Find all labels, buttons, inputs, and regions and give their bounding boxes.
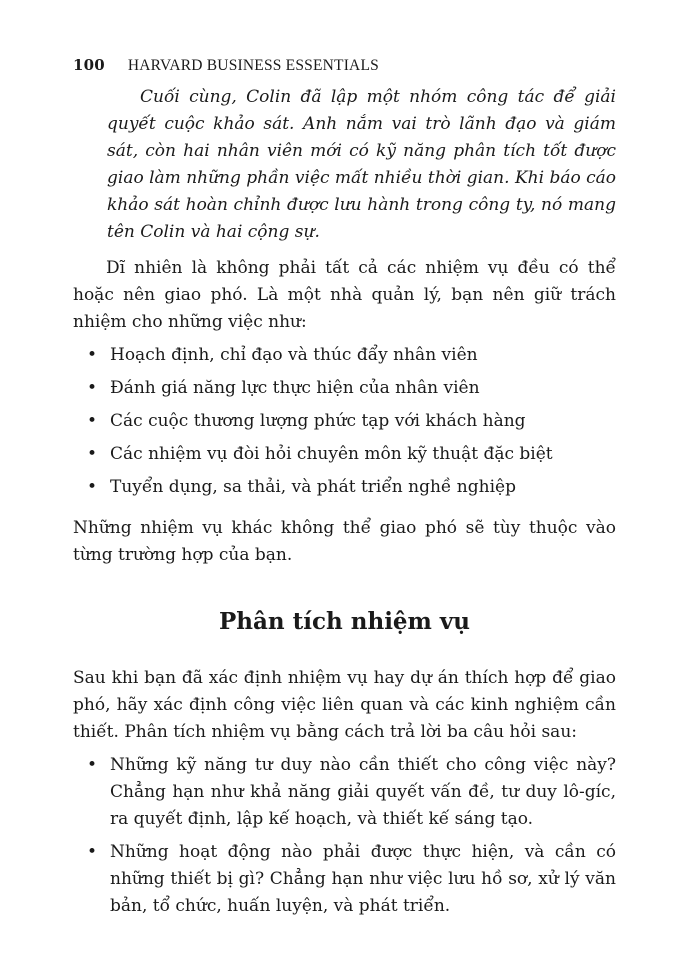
list-item: • Tuyển dụng, sa thải, và phát triển nghề nghiệp — [73, 474, 616, 501]
list-item: • Những kỹ năng tư duy nào cần thiết cho công việc này? Chẳng hạn như khả năng giải quyết vấn đề, tư duy lô-gíc, ra quyết định, lập kế hoạch, và thiết kế sáng tạo. — [73, 752, 616, 833]
list-item: • Những hoạt động nào phải được thực hiện, và cần có những thiết bị gì? Chẳng hạn như việc lưu hồ sơ, xử lý văn bản, tổ chức, huấn luyện, và phát triển. — [73, 839, 616, 920]
bullet-icon: • — [87, 842, 98, 862]
list-item: • Các nhiệm vụ đòi hỏi chuyên môn kỹ thuật đặc biệt — [73, 441, 616, 468]
page-number: 100 — [73, 56, 105, 74]
running-title: HARVARD BUSINESS ESSENTIALS — [127, 57, 379, 74]
body-paragraph: Sau khi bạn đã xác định nhiệm vụ hay dự án thích hợp để giao phó, hãy xác định công việc liên quan và các kinh nghiệm cần thiết. Phân tích nhiệm vụ bằng cách trả lời ba câu hỏi sau: — [73, 668, 616, 742]
case-example-block — [107, 84, 616, 246]
questions-list — [73, 752, 616, 920]
bullet-icon: • — [87, 755, 98, 775]
bullet-icon: • — [87, 477, 98, 497]
body-paragraph: Dĩ nhiên là không phải tất cả các nhiệm vụ đều có thể hoặc nên giao phó. Là một nhà quản lý, bạn nên giữ trách nhiệm cho những việc như: — [73, 258, 616, 332]
case-example-paragraph: Cuối cùng, Colin đã lập một nhóm công tác để giải quyết cuộc khảo sát. Anh nắm vai trò lãnh đạo và giám sát, còn hai nhân viên mới có kỹ năng phân tích tốt được giao làm những phần việc mất nhiều thời gian. Khi báo cáo khảo sát hoàn chỉnh được lưu hành trong công ty, nó mang tên Colin và hai cộng sự. — [107, 87, 616, 242]
bullet-icon: • — [87, 444, 98, 464]
bullet-icon: • — [87, 411, 98, 431]
responsibilities-list — [73, 342, 616, 501]
list-item: • Đánh giá năng lực thực hiện của nhân viên — [73, 375, 616, 402]
body-paragraph: Những nhiệm vụ khác không thể giao phó sẽ tùy thuộc vào từng trường hợp của bạn. — [73, 518, 616, 565]
page-body — [73, 84, 616, 926]
list-item: • Các cuộc thương lượng phức tạp với khách hàng — [73, 408, 616, 435]
bullet-icon: • — [87, 345, 98, 365]
section-heading: Phân tích nhiệm vụ — [219, 608, 470, 635]
list-item: • Hoạch định, chỉ đạo và thúc đẩy nhân viên — [73, 342, 616, 369]
bullet-icon: • — [87, 378, 98, 398]
page-header — [73, 56, 379, 75]
